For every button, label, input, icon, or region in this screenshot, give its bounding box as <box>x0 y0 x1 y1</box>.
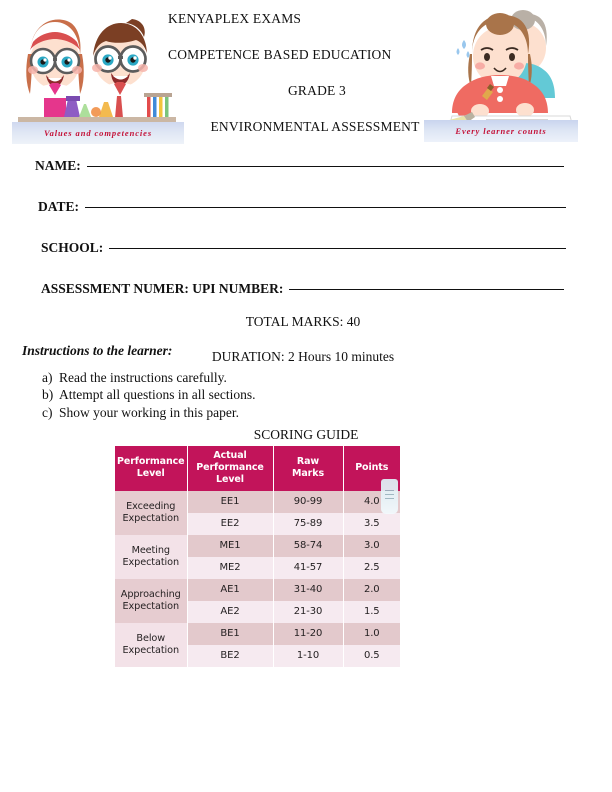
level-line: Meeting <box>131 544 170 556</box>
points-cell: 0.5 <box>343 645 400 667</box>
organisation-title: KENYAPLEX EXAMS <box>168 11 302 26</box>
school-input[interactable] <box>109 248 566 249</box>
page-header <box>0 0 612 152</box>
assessment-number-field-row <box>0 281 612 297</box>
raw-marks-cell: 31-40 <box>273 579 343 601</box>
level-line: Expectation <box>122 600 179 612</box>
level-line: Expectation <box>122 512 179 524</box>
raw-marks-cell: 1-10 <box>273 645 343 667</box>
column-header-raw-marks <box>273 446 343 491</box>
actual-level-cell: EE1 <box>187 491 273 513</box>
column-header-performance-level <box>115 446 187 491</box>
programme-title: COMPETENCE BASED EDUCATION <box>168 46 392 62</box>
instruction-text: Read the instructions carefully. <box>59 370 227 385</box>
points-cell: 4.0 <box>343 491 400 513</box>
handle-line <box>385 494 394 495</box>
actual-level-cell: EE2 <box>187 513 273 535</box>
header-line: Level <box>136 467 165 479</box>
values-and-competencies-badge <box>12 122 184 144</box>
name-field-row <box>0 158 612 174</box>
points-cell: 1.5 <box>343 601 400 623</box>
actual-level-cell: AE2 <box>187 601 273 623</box>
scoring-guide-table-wrapper <box>115 446 400 667</box>
handle-line <box>385 498 394 499</box>
instruction-marker: a) <box>42 370 53 385</box>
points-cell: 3.5 <box>343 513 400 535</box>
raw-marks-cell: 21-30 <box>273 601 343 623</box>
raw-marks-cell: 58-74 <box>273 535 343 557</box>
candidate-details-form <box>0 158 612 365</box>
header-line: Performance <box>117 455 185 467</box>
instructions-heading: Instructions to the learner: <box>22 343 173 358</box>
performance-level-cell <box>115 535 187 579</box>
instruction-marker: c) <box>42 404 53 420</box>
table-row <box>115 623 400 645</box>
subject-title: ENVIRONMENTAL ASSESSMENT <box>210 118 420 134</box>
exam-title-block <box>168 12 448 134</box>
name-label: NAME: <box>35 158 81 173</box>
level-line: Approaching <box>120 588 181 600</box>
instruction-text: Attempt all questions in all sections. <box>59 387 256 403</box>
scoring-guide-table-body <box>115 491 400 667</box>
level-line: Expectation <box>122 556 179 568</box>
actual-level-cell: BE2 <box>187 645 273 667</box>
handle-line <box>385 490 394 491</box>
name-input[interactable] <box>87 166 564 167</box>
column-header-actual-performance-level <box>187 446 273 491</box>
performance-level-cell <box>115 579 187 623</box>
actual-level-cell: ME2 <box>187 557 273 579</box>
every-learner-counts-label: Every learner counts <box>455 126 547 136</box>
level-line: Exceeding <box>126 500 176 512</box>
assessment-number-label: ASSESSMENT NUMER: UPI NUMBER: <box>41 281 284 296</box>
date-input[interactable] <box>85 207 566 208</box>
date-label: DATE: <box>38 199 80 214</box>
level-line: Below <box>136 632 166 644</box>
table-header-row <box>115 446 400 491</box>
points-cell: 1.0 <box>343 623 400 645</box>
actual-level-cell: AE1 <box>187 579 273 601</box>
raw-marks-cell: 11-20 <box>273 623 343 645</box>
level-line: Expectation <box>122 644 179 656</box>
header-line: Points <box>355 461 389 473</box>
header-line: Performance Level <box>196 461 264 485</box>
instructions-list <box>42 369 255 421</box>
instruction-text: Show your working in this paper. <box>59 404 239 420</box>
duration-text: DURATION: 2 Hours 10 minutes <box>211 349 395 364</box>
performance-level-cell <box>115 491 187 535</box>
total-marks-text: TOTAL MARKS: 40 <box>245 314 361 329</box>
school-label: SCHOOL: <box>41 240 104 255</box>
header-line: Marks <box>291 467 325 479</box>
instruction-marker: b) <box>42 387 54 403</box>
raw-marks-cell: 75-89 <box>273 513 343 535</box>
header-line: Raw <box>296 455 320 467</box>
scroll-handle-icon[interactable] <box>381 479 398 514</box>
actual-level-cell: ME1 <box>187 535 273 557</box>
values-and-competencies-label: Values and competencies <box>43 128 153 138</box>
raw-marks-cell: 90-99 <box>273 491 343 513</box>
scoring-guide-title: SCORING GUIDE <box>253 427 359 442</box>
points-cell: 3.0 <box>343 535 400 557</box>
grade-title: GRADE 3 <box>287 82 347 98</box>
points-cell: 2.5 <box>343 557 400 579</box>
table-row <box>115 535 400 557</box>
header-line: Actual <box>213 450 247 461</box>
points-cell: 2.0 <box>343 579 400 601</box>
performance-level-cell <box>115 623 187 667</box>
table-row <box>115 579 400 601</box>
raw-marks-cell: 41-57 <box>273 557 343 579</box>
upi-number-input[interactable] <box>289 289 564 290</box>
instruction-item <box>42 404 255 421</box>
scoring-guide-table <box>115 446 400 667</box>
instruction-item <box>42 386 255 403</box>
date-field-row <box>0 199 612 215</box>
school-field-row <box>0 240 612 256</box>
instruction-item <box>42 369 255 386</box>
table-row <box>115 491 400 513</box>
actual-level-cell: BE1 <box>187 623 273 645</box>
